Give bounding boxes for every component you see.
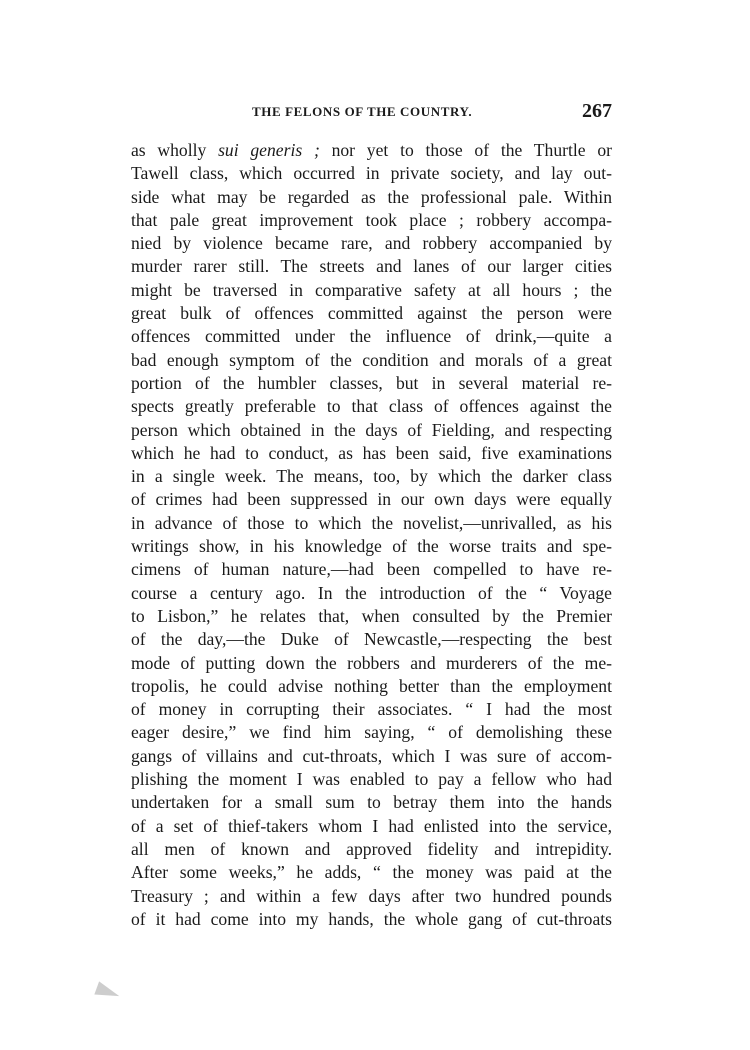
- text-line: which he had to conduct, as has been said, five examinations: [131, 442, 612, 463]
- text-line: course a century ago. In the introduction of the “ Voyage: [131, 582, 612, 603]
- text-line: bad enough symptom of the condition and morals of a great: [131, 349, 612, 370]
- text-line: undertaken for a small sum to betray them into the hands: [131, 792, 612, 813]
- text-line: of crimes had been suppressed in our own days were equally: [131, 489, 612, 510]
- text-line: After some weeks,” he adds, “ the money was paid at the: [131, 862, 612, 883]
- page-number: 267: [582, 100, 612, 122]
- text-line: of a set of thief-takers whom I had enlisted into the service,: [131, 815, 612, 836]
- text-line: of the day,—the Duke of Newcastle,—respecting the best: [131, 629, 612, 650]
- text-line: offences committed under the influence of drink,—quite a: [131, 326, 612, 347]
- body-text: [131, 139, 612, 931]
- text-line: nied by violence became rare, and robbery accompanied by: [131, 233, 612, 254]
- text-line: murder rarer still. The streets and lanes of our larger cities: [131, 256, 612, 277]
- first-line-prefix: as wholly: [131, 140, 219, 160]
- text-line: all men of known and approved fidelity and intrepidity.: [131, 838, 612, 859]
- text-line: side what may be regarded as the professional pale. Within: [131, 186, 612, 207]
- running-title: THE FELONS OF THE COUNTRY.: [252, 104, 473, 119]
- text-line: mode of putting down the robbers and murderers of the me-: [131, 652, 612, 673]
- text-line: that pale great improvement took place ; robbery accompa-: [131, 209, 612, 230]
- text-line: to Lisbon,” he relates that, when consulted by the Premier: [131, 605, 612, 626]
- text-line: portion of the humbler classes, but in several material re-: [131, 372, 612, 393]
- text-line: gangs of villains and cut-throats, which I was sure of accom-: [131, 745, 612, 766]
- text-line: in advance of those to which the novelist,—unrivalled, as his: [131, 512, 612, 533]
- scan-mark-arrow: [94, 981, 121, 1002]
- first-line-suffix: nor yet to those of the Thurtle or: [319, 140, 613, 160]
- text-line: Tawell class, which occurred in private society, and lay out-: [131, 163, 612, 184]
- text-line: plishing the moment I was enabled to pay a fellow who had: [131, 769, 612, 790]
- text-line: person which obtained in the days of Fielding, and respecting: [131, 419, 612, 440]
- running-head: [130, 100, 612, 124]
- text-line: cimens of human nature,—had been compelled to have re-: [131, 559, 612, 580]
- text-line: eager desire,” we find him saying, “ of demolishing these: [131, 722, 612, 743]
- text-line: spects greatly preferable to that class of offences against the: [131, 396, 612, 417]
- text-line: in a single week. The means, too, by which the darker class: [131, 466, 612, 487]
- text-line-1: [131, 139, 612, 162]
- text-line: great bulk of offences committed against the person were: [131, 303, 612, 324]
- text-line: might be traversed in comparative safety at all hours ; the: [131, 279, 612, 300]
- text-line: writings show, in his knowledge of the worse traits and spe-: [131, 536, 612, 557]
- text-line: Treasury ; and within a few days after two hundred pounds: [131, 885, 612, 906]
- text-line: tropolis, he could advise nothing better than the employment: [131, 675, 612, 696]
- latin-phrase: sui generis ;: [218, 140, 320, 160]
- text-line: of money in corrupting their associates. “ I had the most: [131, 699, 612, 720]
- text-line: of it had come into my hands, the whole gang of cut-throats: [131, 908, 612, 929]
